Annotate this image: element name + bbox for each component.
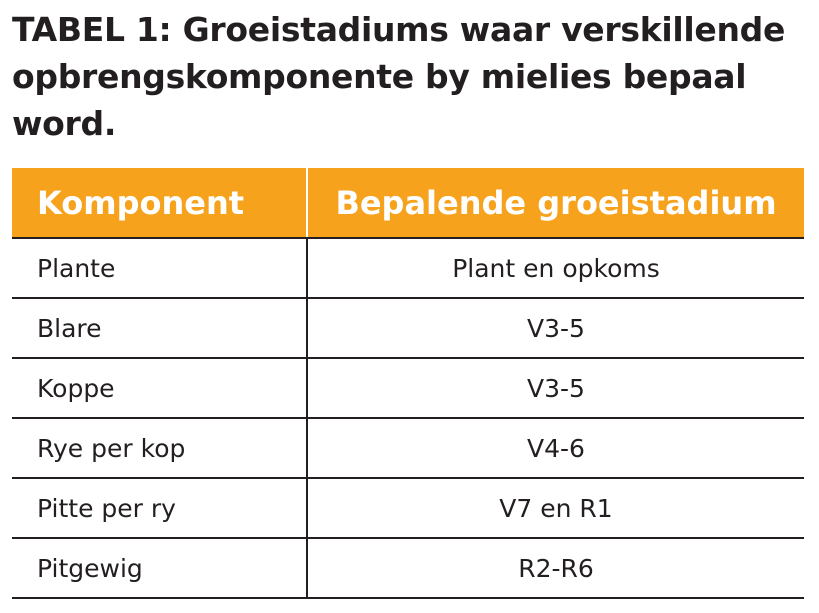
growth-stage-cell: R2-R6 <box>307 538 804 598</box>
table-row <box>12 538 804 598</box>
growth-stage-cell: V3-5 <box>307 358 804 418</box>
header-row <box>12 168 804 238</box>
growth-stage-cell: V7 en R1 <box>307 478 804 538</box>
column-header-component: Komponent <box>12 168 307 238</box>
growth-stage-cell: Plant en opkoms <box>307 238 804 298</box>
table-row <box>12 478 804 538</box>
table-row <box>12 358 804 418</box>
table-row <box>12 238 804 298</box>
component-cell: Pitgewig <box>12 538 307 598</box>
table-caption: TABEL 1: Groeistadiums waar verskillende opbrengskomponente by mielies bepaal word. <box>12 10 786 143</box>
growth-stage-cell: V4-6 <box>307 418 804 478</box>
column-header-growth-stage: Bepalende groeistadium <box>307 168 804 238</box>
component-cell: Koppe <box>12 358 307 418</box>
table-body <box>12 238 804 598</box>
growth-stage-table <box>12 168 804 599</box>
growth-stage-cell: V3-5 <box>307 298 804 358</box>
component-cell: Pitte per ry <box>12 478 307 538</box>
component-cell: Rye per kop <box>12 418 307 478</box>
table-row <box>12 298 804 358</box>
table-header <box>12 168 804 238</box>
component-cell: Blare <box>12 298 307 358</box>
table-row <box>12 418 804 478</box>
component-cell: Plante <box>12 238 307 298</box>
